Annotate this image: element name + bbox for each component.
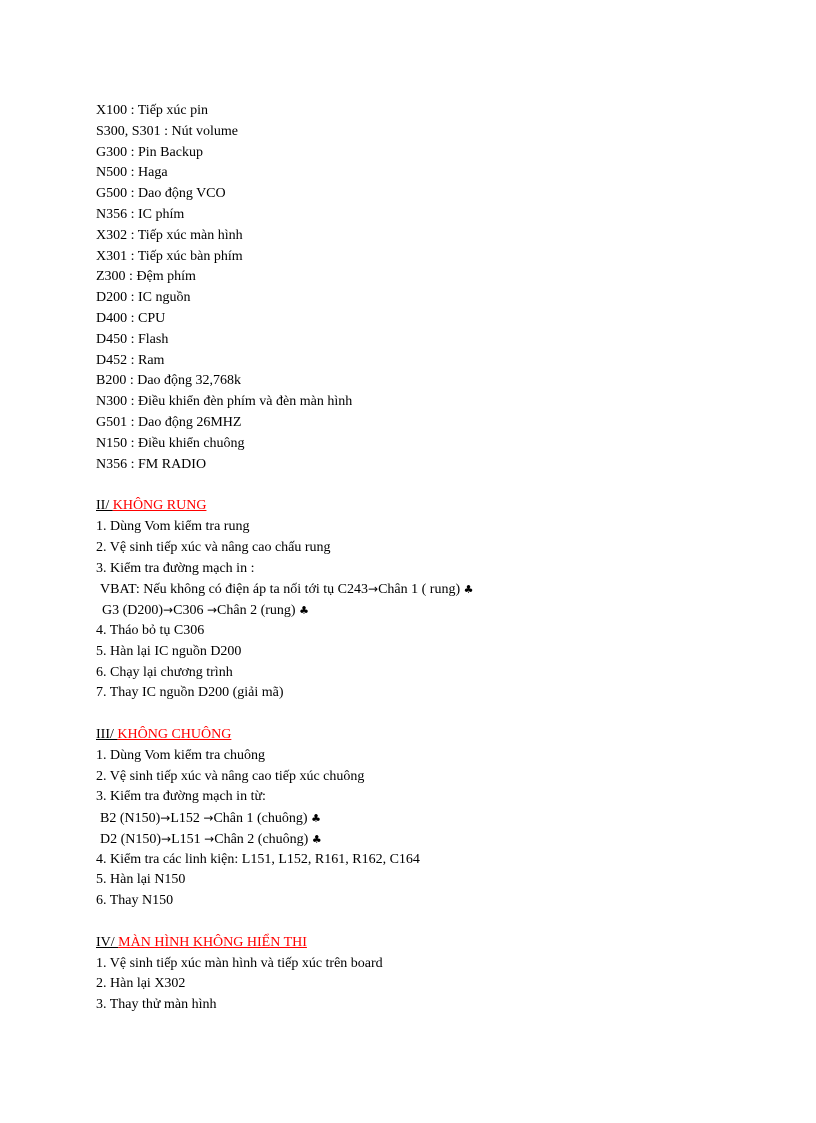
step: 3. Kiểm tra đường mạch in từ: (96, 789, 266, 805)
section-title: KHÔNG CHUÔNG (117, 726, 232, 742)
section-number: II/ (96, 498, 113, 514)
component-item: N500 : Haga (96, 165, 168, 181)
component-item: D200 : IC nguồn (96, 290, 191, 306)
arrow-icon: → (206, 603, 218, 618)
path-end: Chân 1 (chuông) (213, 811, 308, 827)
arrow-icon: → (203, 811, 214, 826)
section-number: IV/ (96, 934, 119, 950)
step: 6. Chạy lại chương trình (96, 664, 233, 680)
step: 5. Hàn lại N150 (96, 872, 186, 888)
club-icon: ♣ (311, 812, 321, 826)
component-item: N356 : FM RADIO (96, 456, 207, 472)
component-list (96, 101, 776, 475)
step: 3. Thay thử màn hình (96, 997, 217, 1013)
path-end: Chân 2 (rung) (217, 603, 296, 619)
component-item: X301 : Tiếp xúc bàn phím (96, 248, 243, 264)
club-icon: ♣ (463, 583, 474, 597)
component-item: N150 : Điều khiển chuông (96, 435, 245, 451)
component-item: D452 : Ram (96, 352, 165, 368)
component-item: G501 : Dao động 26MHZ (96, 414, 242, 430)
step: 1. Vệ sinh tiếp xúc màn hình và tiếp xúc trên board (96, 955, 383, 971)
section-khong-chuong (96, 725, 776, 912)
section-heading (96, 725, 776, 746)
circuit-path (96, 579, 776, 600)
path-start: G3 (D200) (102, 603, 164, 619)
component-item: X302 : Tiếp xúc màn hình (96, 227, 243, 243)
club-icon: ♣ (299, 604, 309, 618)
arrow-icon: → (160, 811, 171, 826)
path-start: D2 (N150) (100, 831, 162, 847)
section-khong-rung (96, 496, 776, 704)
path-start: VBAT: Nếu không có điện áp ta nối tới tụ C243 (100, 582, 369, 598)
step: 3. Kiểm tra đường mạch in : (96, 560, 255, 576)
path-mid: L152 (170, 811, 200, 827)
document-page (96, 101, 776, 1016)
path-end: Chân 1 ( rung) (378, 582, 461, 598)
arrow-icon: → (204, 831, 215, 846)
spacer (96, 704, 776, 725)
arrow-icon: → (163, 603, 174, 618)
path-mid: C306 (173, 603, 204, 619)
component-item: D400 : CPU (96, 310, 166, 326)
component-item: G500 : Dao động VCO (96, 186, 226, 202)
component-item: N356 : IC phím (96, 206, 185, 222)
step: 5. Hàn lại IC nguồn D200 (96, 643, 242, 659)
circuit-path (96, 808, 776, 829)
step: 2. Vệ sinh tiếp xúc và nâng cao tiếp xúc chuông (96, 768, 365, 784)
step: 4. Kiểm tra các linh kiện: L151, L152, R161, R162, C164 (96, 851, 420, 867)
step: 1. Dùng Vom kiểm tra rung (96, 518, 250, 534)
component-item: X100 : Tiếp xúc pin (96, 103, 209, 118)
circuit-path (96, 829, 776, 850)
step: 6. Thay N150 (96, 893, 174, 909)
step: 7. Thay IC nguồn D200 (giải mã) (96, 685, 284, 701)
section-title: MÀN HÌNH KHÔNG HIỂN THI (118, 934, 307, 950)
step: 4. Tháo bỏ tụ C306 (96, 622, 205, 638)
section-title: KHÔNG RUNG (112, 498, 207, 514)
circuit-path (96, 600, 776, 621)
section-man-hinh (96, 933, 776, 1016)
section-heading (96, 496, 776, 517)
step: 2. Hàn lại X302 (96, 976, 186, 992)
spacer (96, 475, 776, 496)
spacer (96, 912, 776, 933)
step: 1. Dùng Vom kiểm tra chuông (96, 747, 266, 763)
club-icon: ♣ (311, 832, 322, 846)
step: 2. Vệ sinh tiếp xúc và nâng cao chấu rung (96, 539, 331, 555)
section-number: III/ (96, 726, 118, 742)
path-mid: L151 (171, 831, 201, 847)
component-item: N300 : Điều khiển đèn phím và đèn màn hình (96, 394, 353, 410)
section-heading (96, 933, 776, 954)
component-item: G300 : Pin Backup (96, 144, 203, 160)
path-end: Chân 2 (chuông) (214, 831, 309, 847)
arrow-icon: → (368, 582, 379, 597)
path-start: B2 (N150) (100, 811, 161, 827)
component-item: Z300 : Đệm phím (96, 269, 196, 285)
arrow-icon: → (161, 831, 172, 846)
component-item: D450 : Flash (96, 331, 169, 347)
component-item: B200 : Dao động 32,768k (96, 373, 242, 389)
component-item: S300, S301 : Nút volume (96, 123, 238, 139)
